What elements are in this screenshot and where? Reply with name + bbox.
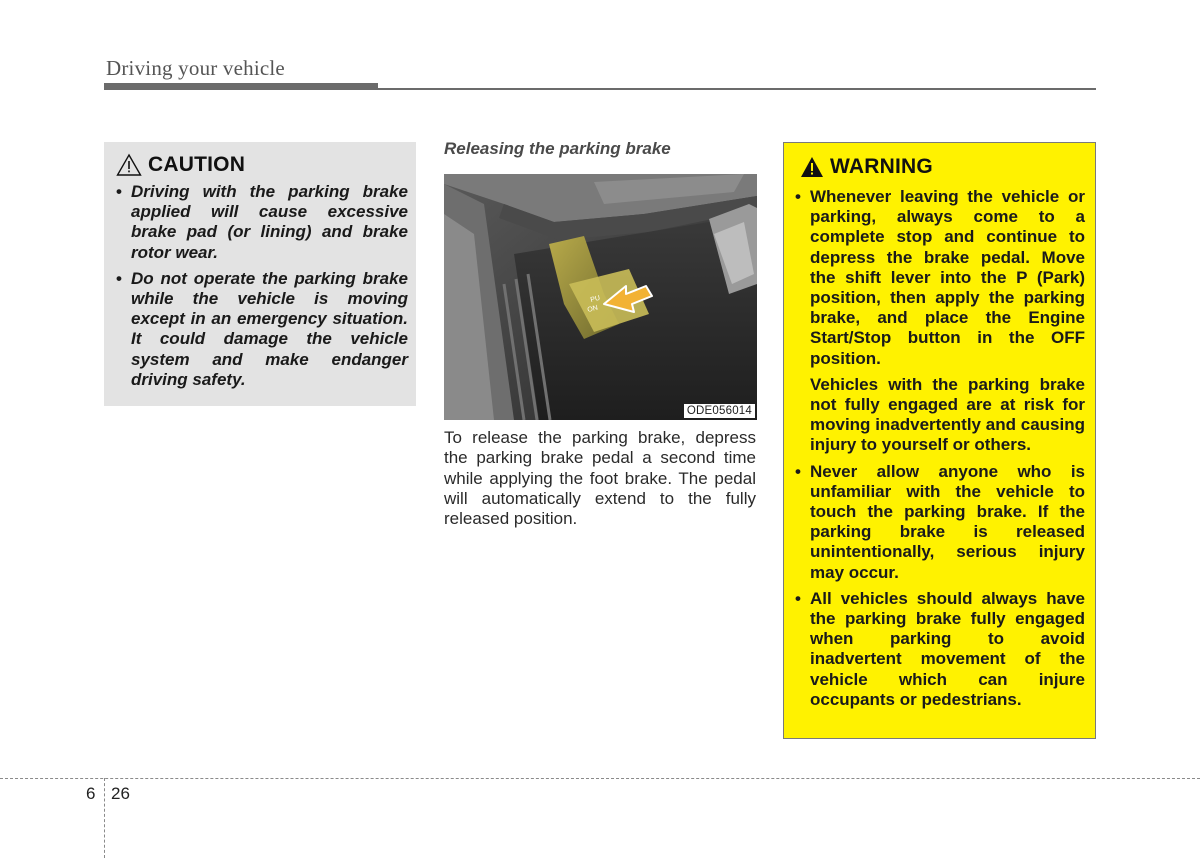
warning-list <box>794 187 1085 710</box>
parking-brake-illustration <box>444 174 757 420</box>
warning-item-paragraph: • Whenever leaving the vehicle or parking, always come to a complete stop and continue to depress the brake pedal. Move the shift lever into the P (Park) position, then apply the parking brake, and place the Engine Start/Stop button in the OFF position. <box>810 187 1085 368</box>
warning-item <box>794 187 1085 456</box>
pedal-label-push: PU <box>589 294 601 304</box>
warning-item-paragraph: Vehicles with the parking brake not fully engaged are at risk for moving inadvertently and causing injury to yourself or others. <box>810 374 1085 455</box>
body-paragraph: To release the parking brake, depress the parking brake pedal a second time while applying the foot brake. The pedal will automatically extend to the fully released position. <box>444 428 756 529</box>
warning-header <box>800 155 1085 179</box>
caution-list <box>114 182 408 390</box>
caution-triangle-icon <box>116 153 142 177</box>
pedal-label-on: ON <box>586 304 599 314</box>
caution-item: • Do not operate the parking brake while the vehicle is moving except in an emergency situation. It could damage the vehicle system and make endanger driving safety. <box>114 269 408 390</box>
footer-divider <box>104 778 105 858</box>
footer-rule <box>0 778 1200 779</box>
header-rule <box>104 88 1096 90</box>
warning-triangle-icon <box>800 156 824 178</box>
caution-item: • Driving with the parking brake applied will cause excessive brake pad (or lining) and brake rotor wear. <box>114 182 408 263</box>
parking-brake-photo <box>444 174 757 420</box>
warning-item: • All vehicles should always have the parking brake fully engaged when parking to avoid inadvertent movement of the vehicle which can injure occupants or pedestrians. <box>794 589 1085 710</box>
chapter-number: 6 <box>86 784 96 803</box>
warning-title: WARNING <box>830 155 933 178</box>
warning-box <box>783 142 1096 739</box>
image-code: ODE056014 <box>684 404 755 418</box>
warning-item: • Never allow anyone who is unfamiliar with the vehicle to touch the parking brake. If the parking brake is released unintentionally, serious injury may occur. <box>794 462 1085 583</box>
caution-title: CAUTION <box>148 153 246 176</box>
caution-box <box>104 142 416 406</box>
page-number: 26 <box>111 784 130 803</box>
caution-header <box>116 152 408 178</box>
running-header: Driving your vehicle <box>106 56 285 80</box>
section-heading: Releasing the parking brake <box>444 139 671 158</box>
